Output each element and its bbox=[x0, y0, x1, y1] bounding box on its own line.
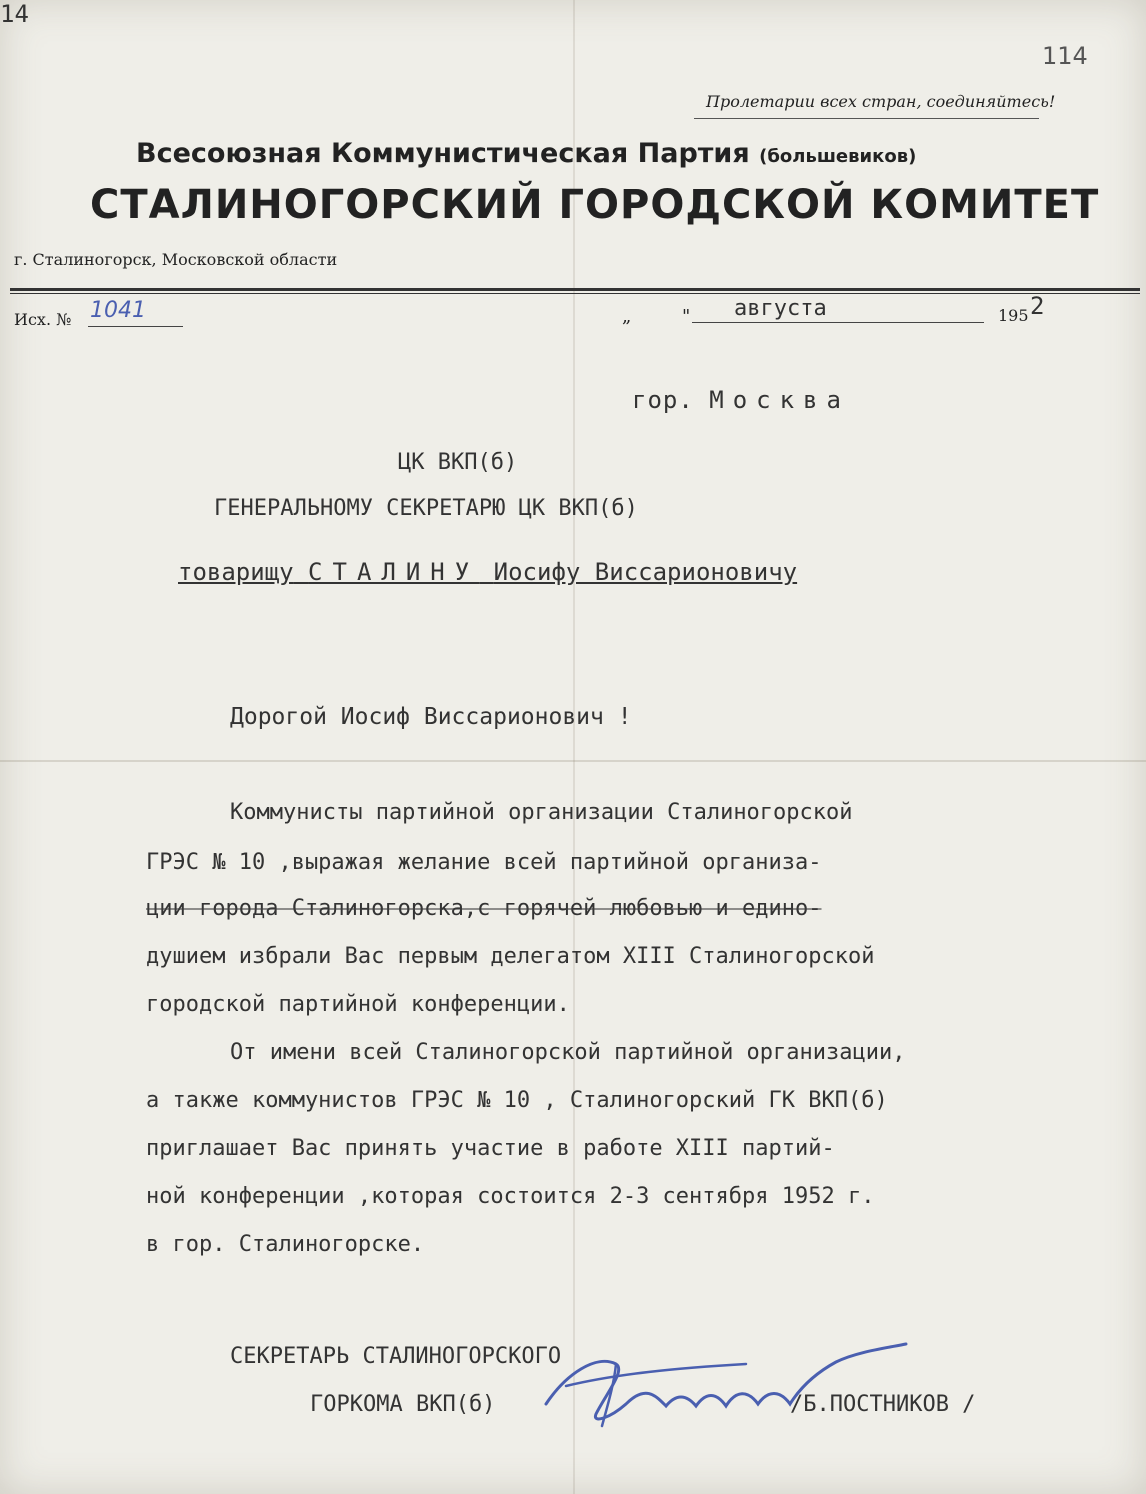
addressee-surname: СТАЛИНУ bbox=[308, 558, 480, 586]
body-line: Коммунисты партийной организации Сталиногорской bbox=[230, 800, 853, 825]
letterhead-rule-thick bbox=[10, 288, 1140, 291]
body-line: От имени всей Сталиногорской партийной организации, bbox=[230, 1040, 906, 1065]
addressee-line-2: ГЕНЕРАЛЬНОМУ СЕКРЕТАРЮ ЦК ВКП(б) bbox=[214, 496, 638, 521]
body-line: душием избрали Вас первым делегатом XIII Сталиногорской bbox=[146, 944, 875, 969]
addressee-line-1: ЦК ВКП(б) bbox=[398, 450, 518, 475]
date-line bbox=[692, 322, 984, 323]
letterhead-rule-thin bbox=[10, 293, 1140, 294]
body-line: городской партийной конференции. bbox=[146, 992, 570, 1017]
letterhead-address: г. Сталиногорск, Московской области bbox=[14, 250, 338, 269]
date-quote-open: „ bbox=[622, 306, 632, 327]
committee-name: СТАЛИНОГОРСКИЙ ГОРОДСКОЙ КОМИТЕТ bbox=[90, 182, 1100, 228]
reference-label: Исх. № bbox=[14, 310, 72, 329]
date-day: 14 bbox=[0, 0, 29, 28]
archive-page-number: 114 bbox=[1042, 42, 1088, 70]
slogan-underline bbox=[694, 118, 1039, 119]
date-year-prefix: 195 bbox=[998, 306, 1029, 325]
reference-number: 1041 bbox=[90, 298, 146, 323]
city-name: Москва bbox=[709, 386, 850, 414]
party-name bbox=[136, 138, 916, 169]
party-name-main: Всесоюзная Коммунистическая Партия bbox=[136, 138, 750, 169]
signatory-title-line-2: ГОРКОМА ВКП(б) bbox=[310, 1392, 496, 1417]
date-quote-close: " bbox=[682, 306, 691, 327]
body-line: а также коммунистов ГРЭС № 10 , Сталиногорский ГК ВКП(б) bbox=[146, 1088, 888, 1113]
body-line: ной конференции ,которая состоится 2-3 сентября 1952 г. bbox=[146, 1184, 875, 1209]
handwritten-signature bbox=[536, 1334, 916, 1444]
reference-line bbox=[88, 326, 183, 327]
date-year-suffix: 2 bbox=[1030, 292, 1045, 320]
addressee-prefix: товарищу bbox=[178, 558, 294, 586]
signatory-title-line-1: СЕКРЕТАРЬ СТАЛИНОГОРСКОГО bbox=[230, 1344, 562, 1369]
date-month: августа bbox=[734, 296, 827, 321]
city-prefix: гор. bbox=[632, 386, 694, 414]
body-line: приглашает Вас принять участие в работе XIII партий- bbox=[146, 1136, 835, 1161]
addressee-city bbox=[632, 386, 850, 414]
body-line: в гор. Сталиногорске. bbox=[146, 1232, 425, 1257]
addressee-given-names: Иосифу Виссарионовичу bbox=[493, 558, 798, 586]
salutation: Дорогой Иосиф Виссарионович ! bbox=[230, 704, 632, 730]
body-line: ГРЭС № 10 ,выражая желание всей партийной организа- bbox=[146, 850, 822, 875]
slogan: Пролетарии всех стран, соединяйтесь! bbox=[706, 92, 1056, 111]
addressee-line-3 bbox=[178, 558, 797, 586]
party-name-suffix: (большевиков) bbox=[759, 146, 917, 167]
body-line: ции города Сталиногорска,с горячей любовью и едино- bbox=[146, 896, 822, 921]
signatory-name: /Б.ПОСТНИКОВ / bbox=[790, 1392, 976, 1417]
